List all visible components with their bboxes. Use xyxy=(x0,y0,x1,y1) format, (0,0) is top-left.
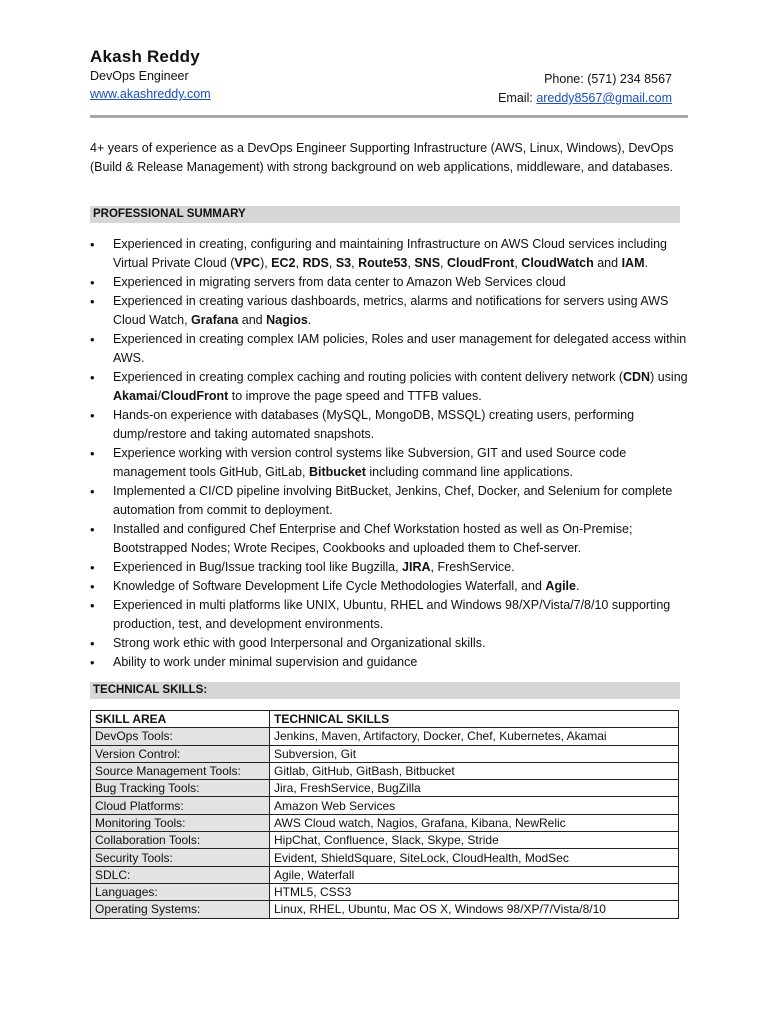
summary-text: , xyxy=(351,256,359,270)
summary-text: . xyxy=(307,313,312,327)
summary-item xyxy=(90,577,690,596)
summary-keyword: IAM xyxy=(621,256,645,270)
skill-area-cell: SDLC: xyxy=(91,866,270,883)
phone-label: Phone: xyxy=(544,72,584,86)
email-label: Email: xyxy=(498,91,533,105)
skill-area-cell: Bug Tracking Tools: xyxy=(91,780,270,797)
summary-text: and xyxy=(238,313,267,327)
summary-text: ), xyxy=(260,256,272,270)
summary-item xyxy=(90,596,690,634)
summary-text: Installed and configured Chef Enterprise and Chef Workstation hosted as well as On-Premise; Bootstrapped Nodes; Wrote Recipes, Cookbooks and uploaded them to Chef-server. xyxy=(113,522,633,555)
skills-table-header xyxy=(91,711,679,728)
summary-item xyxy=(90,653,690,672)
summary-text: / xyxy=(157,389,161,403)
skill-area-cell: Cloud Platforms: xyxy=(91,797,270,814)
technical-skills-cell: HipChat, Confluence, Slack, Skype, Stride xyxy=(270,832,679,849)
summary-text: Experienced in creating complex IAM policies, Roles and user management for delegated access within AWS. xyxy=(113,332,687,365)
summary-text: and xyxy=(593,256,622,270)
technical-skills-cell: Subversion, Git xyxy=(270,745,679,762)
summary-text: Ability to work under minimal supervision and guidance xyxy=(113,655,418,669)
summary-keyword: SNS xyxy=(414,256,441,270)
summary-text: Experienced in creating, configuring and maintaining Infrastructure on AWS Cloud services including Virtual Private Cloud ( xyxy=(113,237,668,270)
technical-skills-cell: AWS Cloud watch, Nagios, Grafana, Kibana, NewRelic xyxy=(270,814,679,831)
intro-paragraph: 4+ years of experience as a DevOps Engineer Supporting Infrastructure (AWS, Linux, Windows), DevOps (Build & Release Management) with strong background on web applications, middleware, and databases. xyxy=(90,141,674,174)
summary-item xyxy=(90,292,690,330)
summary-list xyxy=(90,235,690,672)
summary-keyword: CDN xyxy=(623,370,651,384)
summary-keyword: Grafana xyxy=(191,313,239,327)
summary-item xyxy=(90,235,690,273)
table-row xyxy=(91,780,679,797)
technical-skills-cell: HTML5, CSS3 xyxy=(270,883,679,900)
summary-item xyxy=(90,482,690,520)
technical-skills-cell: Evident, ShieldSquare, SiteLock, CloudHealth, ModSec xyxy=(270,849,679,866)
technical-skills-cell: Linux, RHEL, Ubuntu, Mac OS X, Windows 98/XP/7/Vista/8/10 xyxy=(270,901,679,918)
email-link[interactable]: areddy8567@gmail.com xyxy=(536,91,672,105)
summary-text: Experienced in migrating servers from data center to Amazon Web Services cloud xyxy=(113,275,566,289)
summary-text: including command line applications. xyxy=(365,465,573,479)
contact-block xyxy=(498,70,672,108)
skill-area-cell: DevOps Tools: xyxy=(91,728,270,745)
summary-keyword: Akamai xyxy=(113,389,158,403)
summary-item xyxy=(90,406,690,444)
skill-area-header: SKILL AREA xyxy=(91,711,270,728)
table-row xyxy=(91,762,679,779)
summary-item xyxy=(90,444,690,482)
summary-text: . xyxy=(644,256,648,270)
summary-keyword: EC2 xyxy=(271,256,296,270)
email-line xyxy=(498,89,672,108)
technical-skills-header: TECHNICAL SKILLS xyxy=(270,711,679,728)
technical-skills-cell: Jenkins, Maven, Artifactory, Docker, Chef, Kubernetes, Akamai xyxy=(270,728,679,745)
table-row xyxy=(91,849,679,866)
technical-skills-cell: Gitlab, GitHub, GitBash, Bitbucket xyxy=(270,762,679,779)
summary-keyword: CloudWatch xyxy=(521,256,594,270)
summary-text: , xyxy=(440,256,447,270)
phone-line xyxy=(498,70,672,89)
summary-text: Strong work ethic with good Interpersonal and Organizational skills. xyxy=(113,636,486,650)
skill-area-cell: Operating Systems: xyxy=(91,901,270,918)
table-row xyxy=(91,901,679,918)
candidate-name: Akash Reddy xyxy=(90,47,200,66)
skill-area-cell: Monitoring Tools: xyxy=(91,814,270,831)
header-divider xyxy=(90,115,688,118)
summary-keyword: RDS xyxy=(302,256,329,270)
summary-keyword: Nagios xyxy=(266,313,308,327)
summary-keyword: Route53 xyxy=(358,256,408,270)
summary-item xyxy=(90,330,690,368)
table-row xyxy=(91,797,679,814)
summary-keyword: VPC xyxy=(234,256,261,270)
summary-keyword: JIRA xyxy=(402,560,431,574)
phone-number: (571) 234 8567 xyxy=(587,72,672,86)
professional-summary-heading: PROFESSIONAL SUMMARY xyxy=(90,206,680,223)
summary-text: ) using xyxy=(650,370,688,384)
summary-item xyxy=(90,273,690,292)
summary-text: Hands-on experience with databases (MySQL, MongoDB, MSSQL) creating users, performing dump/restore and taking automated snapshots. xyxy=(113,408,635,441)
skill-area-cell: Security Tools: xyxy=(91,849,270,866)
table-row xyxy=(91,814,679,831)
summary-item xyxy=(90,368,690,406)
summary-text: Experience working with version control systems like Subversion, GIT and used Source code management tools GitHub, GitLab, xyxy=(113,446,627,479)
table-row xyxy=(91,728,679,745)
summary-text: Experienced in Bug/Issue tracking tool like Bugzilla, xyxy=(113,560,403,574)
summary-text: Knowledge of Software Development Life Cycle Methodologies Waterfall, and xyxy=(113,579,546,593)
summary-text: , xyxy=(514,256,522,270)
skill-area-cell: Version Control: xyxy=(91,745,270,762)
summary-text: , xyxy=(407,256,415,270)
summary-text: , xyxy=(295,256,303,270)
technical-skills-cell: Amazon Web Services xyxy=(270,797,679,814)
table-row xyxy=(91,866,679,883)
technical-skills-heading: TECHNICAL SKILLS: xyxy=(90,682,680,699)
summary-text: Experienced in multi platforms like UNIX, Ubuntu, RHEL and Windows 98/XP/Vista/7/8/10 supporting production, test, and development environments. xyxy=(113,598,671,631)
summary-text: Implemented a CI/CD pipeline involving BitBucket, Jenkins, Chef, Docker, and Selenium for complete automation from commit to deployment. xyxy=(113,484,673,517)
summary-item xyxy=(90,520,690,558)
summary-text: . xyxy=(575,579,580,593)
skills-table xyxy=(90,710,679,919)
summary-text: , xyxy=(328,256,336,270)
technical-skills-cell: Agile, Waterfall xyxy=(270,866,679,883)
technical-skills-cell: Jira, FreshService, BugZilla xyxy=(270,780,679,797)
website-link[interactable]: www.akashreddy.com xyxy=(90,87,211,101)
summary-keyword: CloudFront xyxy=(447,256,515,270)
summary-text: to improve the page speed and TTFB values. xyxy=(228,389,482,403)
summary-text: Experienced in creating various dashboards, metrics, alarms and notifications for servers using AWS Cloud Watch, xyxy=(113,294,669,327)
summary-item xyxy=(90,634,690,653)
summary-text: Experienced in creating complex caching and routing policies with content delivery network ( xyxy=(113,370,623,384)
summary-keyword: Bitbucket xyxy=(308,465,366,479)
summary-keyword: CloudFront xyxy=(160,389,229,403)
candidate-title: DevOps Engineer xyxy=(90,69,189,83)
summary-text: , FreshService. xyxy=(430,560,515,574)
skill-area-cell: Languages: xyxy=(91,883,270,900)
skill-area-cell: Collaboration Tools: xyxy=(91,832,270,849)
table-row xyxy=(91,883,679,900)
summary-keyword: S3 xyxy=(335,256,352,270)
skill-area-cell: Source Management Tools: xyxy=(91,762,270,779)
table-row xyxy=(91,745,679,762)
table-row xyxy=(91,832,679,849)
summary-item xyxy=(90,558,690,577)
summary-keyword: Agile xyxy=(545,579,576,593)
